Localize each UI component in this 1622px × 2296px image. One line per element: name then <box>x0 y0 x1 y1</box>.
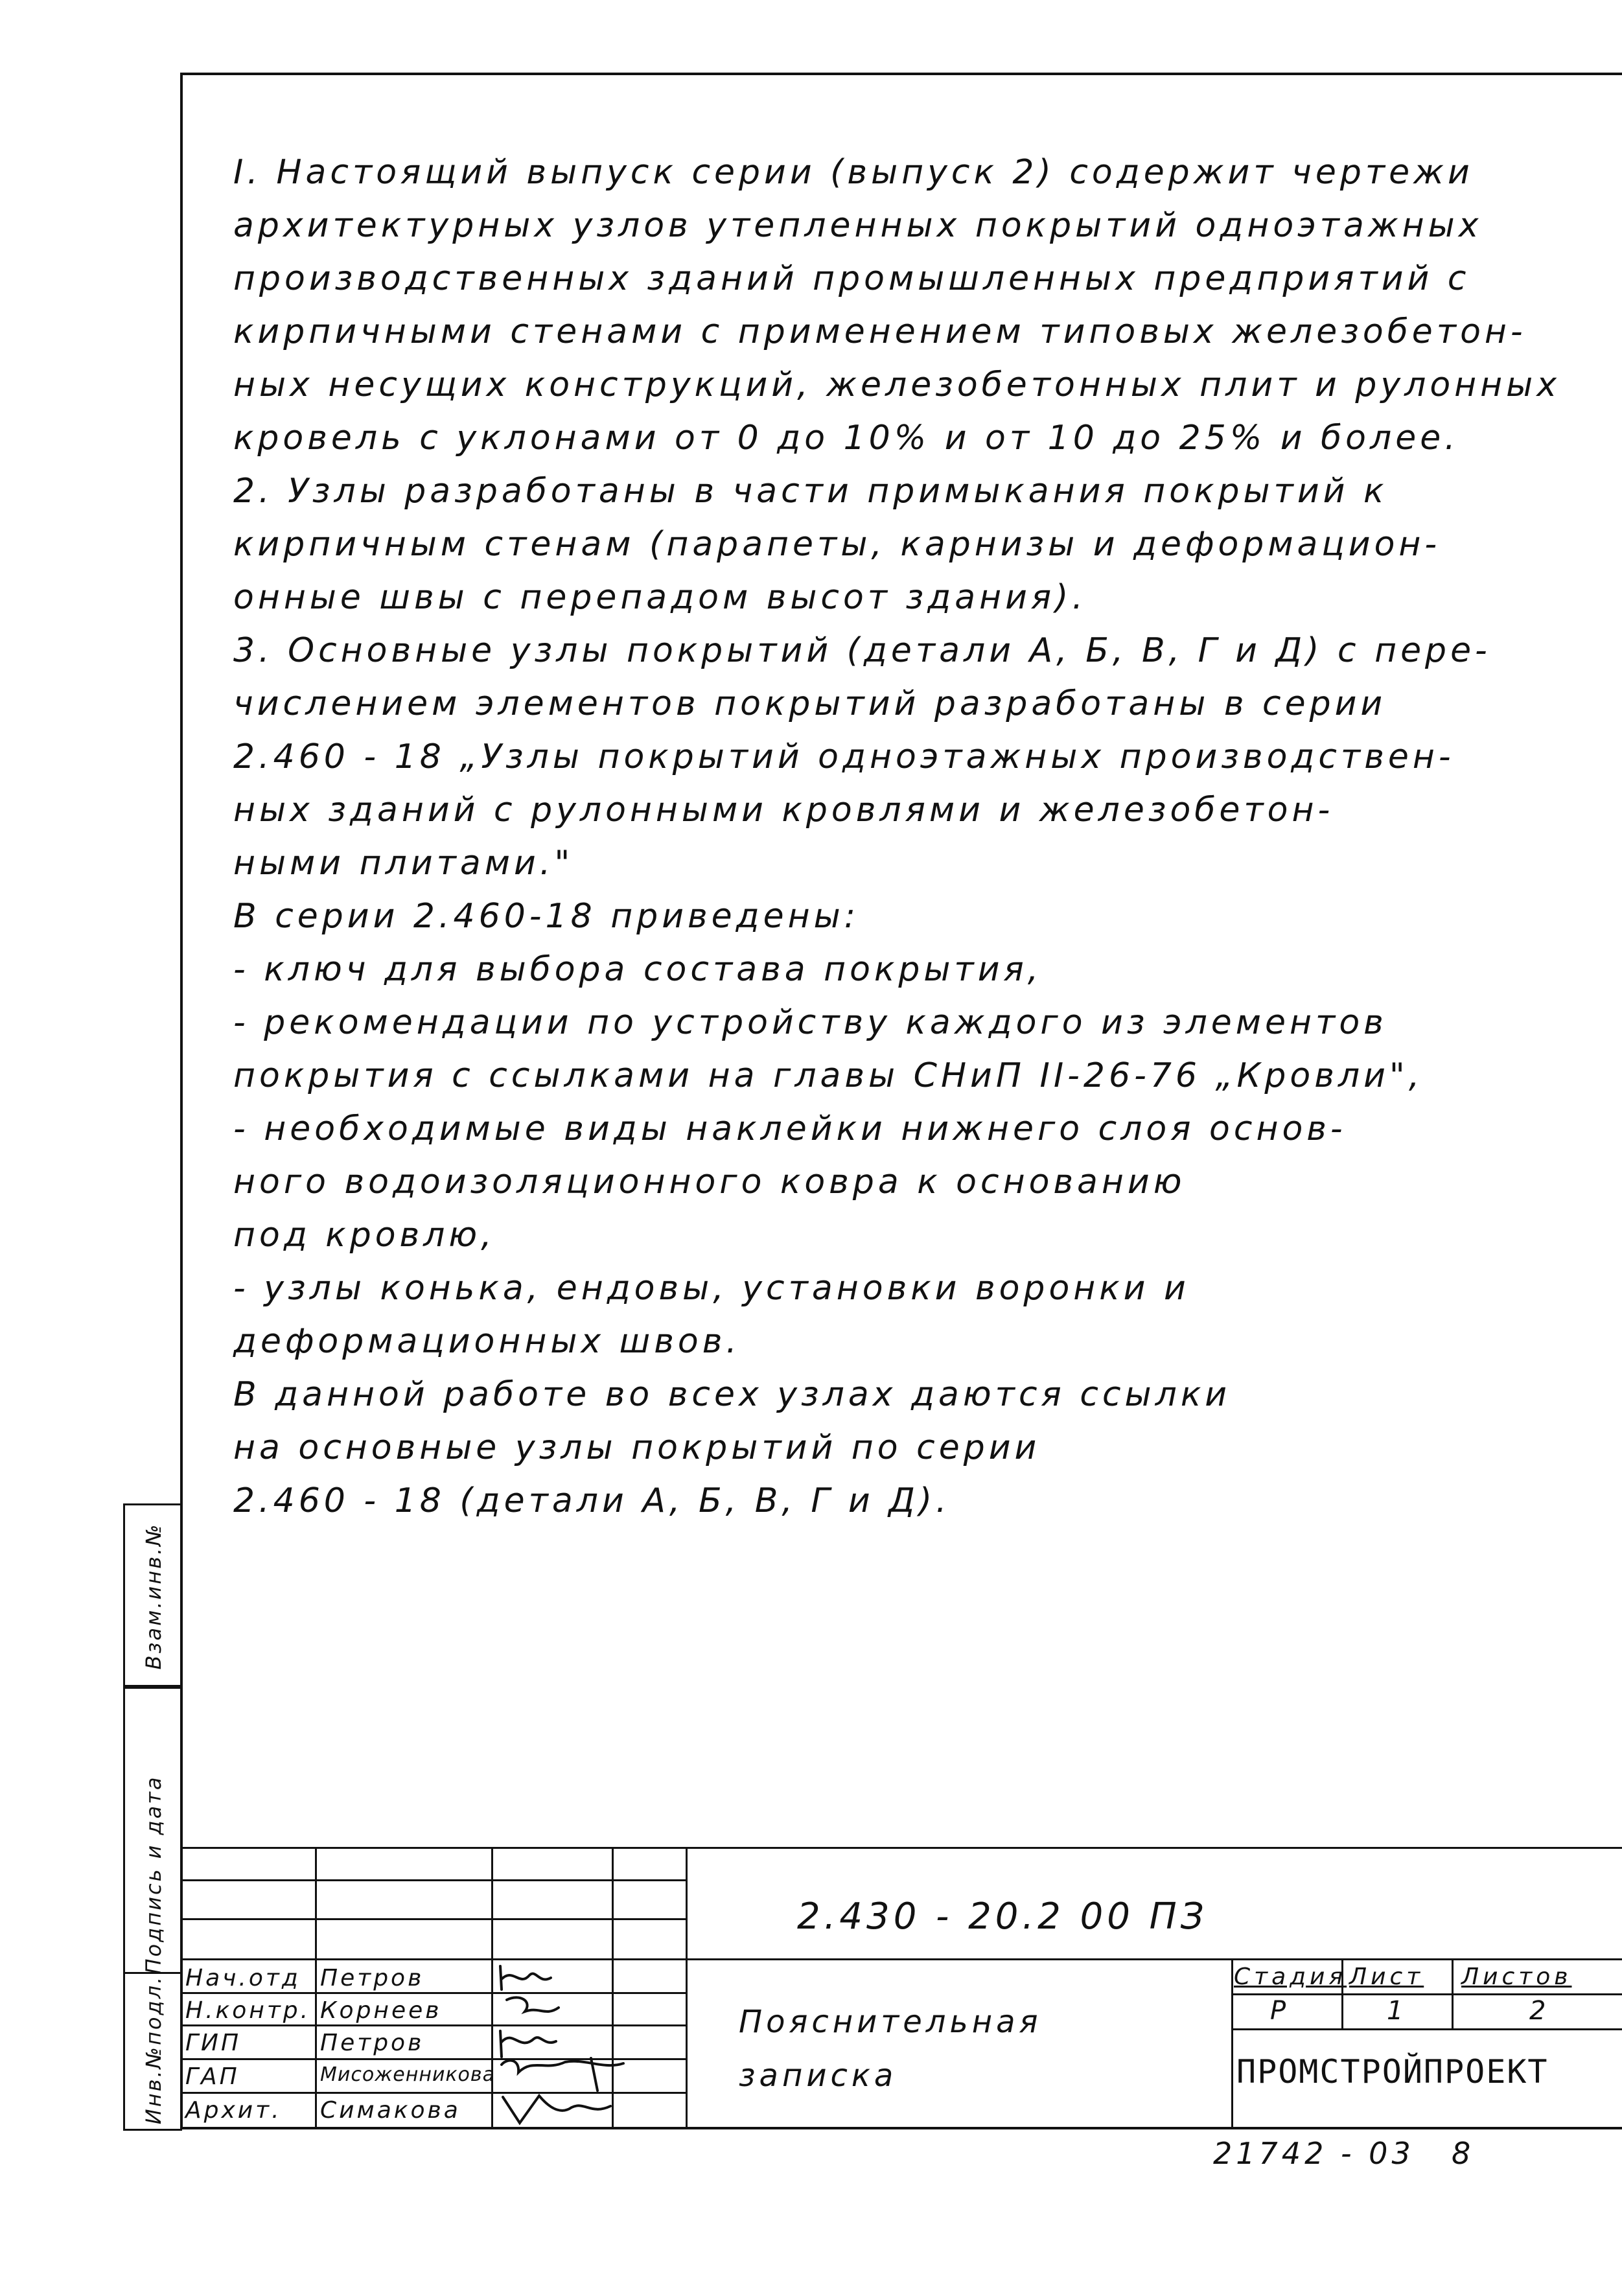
document-designation: 2.430 - 20.2 00 ПЗ <box>797 1896 1208 1938</box>
frame-bottom-border <box>180 2127 1622 2129</box>
explanatory-note-body <box>233 153 1614 1537</box>
role-1: Нач.отд <box>185 1965 301 1991</box>
text-line: на основные узлы покрытий по серии <box>233 1428 1041 1467</box>
text-line: покрытия с ссылками на главы СНиП II-26-76 „Кровли", <box>233 1056 1424 1095</box>
signature-3 <box>500 2031 556 2057</box>
text-line: производственных зданий промышленных предприятий с <box>233 259 1470 298</box>
text-line: кровель с уклонами от 0 до 10% и от 10 до 25% и более. <box>233 419 1459 458</box>
text-line: ных несущих конструкций, железобетонных плит и рулонных <box>233 365 1561 404</box>
sheets-value: 2 <box>1529 1996 1550 2026</box>
signature-scribbles <box>494 1961 649 2127</box>
side-approval-strip <box>123 1503 182 2131</box>
role-2: Н.контр. <box>185 1997 311 2024</box>
document-title-line2: записка <box>739 2058 898 2094</box>
sheets-header: Листов <box>1461 1964 1572 1990</box>
text-line: 2.460 - 18 (детали А, Б, В, Г и Д). <box>233 1481 951 1520</box>
text-line: - рекомендации по устройству каждого из элементов <box>233 1003 1387 1042</box>
signature-5 <box>503 2096 610 2123</box>
name-5: Симакова <box>320 2097 461 2124</box>
text-line: 2.460 - 18 „Узлы покрытий одноэтажных производствен- <box>233 737 1455 776</box>
text-line: ными плитами." <box>233 844 574 883</box>
role-5: Архит. <box>185 2097 282 2124</box>
text-line: I. Настоящий выпуск серии (выпуск 2) содержит чертежи <box>233 153 1474 192</box>
text-line: кирпичным стенам (парапеты, карнизы и деформацион- <box>233 525 1441 564</box>
sheet-header: Лист <box>1349 1964 1424 1990</box>
name-3: Петров <box>320 2030 424 2056</box>
role-4: ГАП <box>185 2063 240 2090</box>
name-2: Корнеев <box>320 1997 442 2024</box>
side-label-signature: Подпись и дата <box>141 1775 166 1975</box>
text-line: 2. Узлы разработаны в части примыкания покрытий к <box>233 472 1388 511</box>
text-line: - узлы конька, ендовы, установки воронки и <box>233 1269 1190 1308</box>
signature-4 <box>502 2058 623 2091</box>
text-line: деформационных швов. <box>233 1322 741 1361</box>
side-label-inventory: Инв.№подл. <box>141 1975 166 2124</box>
text-line: под кровлю, <box>233 1216 496 1255</box>
signature-2 <box>507 1997 559 2012</box>
name-1: Петров <box>320 1965 424 1991</box>
document-title-line1: Пояснительная <box>739 2004 1042 2040</box>
side-cell-inventory <box>125 1972 182 2127</box>
text-line: - ключ для выбора состава покрытия, <box>233 950 1043 989</box>
text-line: ного водоизоляционного ковра к основанию <box>233 1163 1186 1201</box>
name-4: Мисоженникова <box>320 2063 495 2086</box>
side-cell-signature <box>125 1775 182 1975</box>
page-number: 8 <box>1452 2136 1475 2171</box>
frame-top-border <box>180 73 1622 75</box>
side-label-replacement: Взам.инв.№ <box>141 1522 166 1670</box>
text-line: В серии 2.460-18 приведены: <box>233 897 860 936</box>
role-3: ГИП <box>185 2030 242 2056</box>
side-cell-replacement <box>125 1505 182 1689</box>
stage-header: Стадия <box>1234 1964 1347 1990</box>
sheet-value: 1 <box>1387 1996 1408 2026</box>
text-line: кирпичными стенами с применением типовых железобетон- <box>233 312 1527 351</box>
text-line: архитектурных узлов утепленных покрытий одноэтажных <box>233 206 1483 245</box>
text-line: числением элементов покрытий разработаны в серии <box>233 684 1387 723</box>
text-line: 3. Основные узлы покрытий (детали А, Б, В, Г и Д) с пере- <box>233 631 1491 670</box>
stage-value: Р <box>1270 1996 1290 2026</box>
text-line: - необходимые виды наклейки нижнего слоя основ- <box>233 1109 1347 1148</box>
text-line: В данной работе во всех узлах даются ссылки <box>233 1375 1231 1414</box>
organization-name: ПРОМСТРОЙПРОЕКТ <box>1236 2053 1549 2091</box>
text-line: онные швы с перепадом высот здания). <box>233 578 1087 617</box>
text-line: ных зданий с рулонными кровлями и железобетон- <box>233 791 1334 829</box>
signature-1 <box>500 1966 551 1989</box>
inventory-number: 21742 - 03 <box>1213 2136 1415 2171</box>
